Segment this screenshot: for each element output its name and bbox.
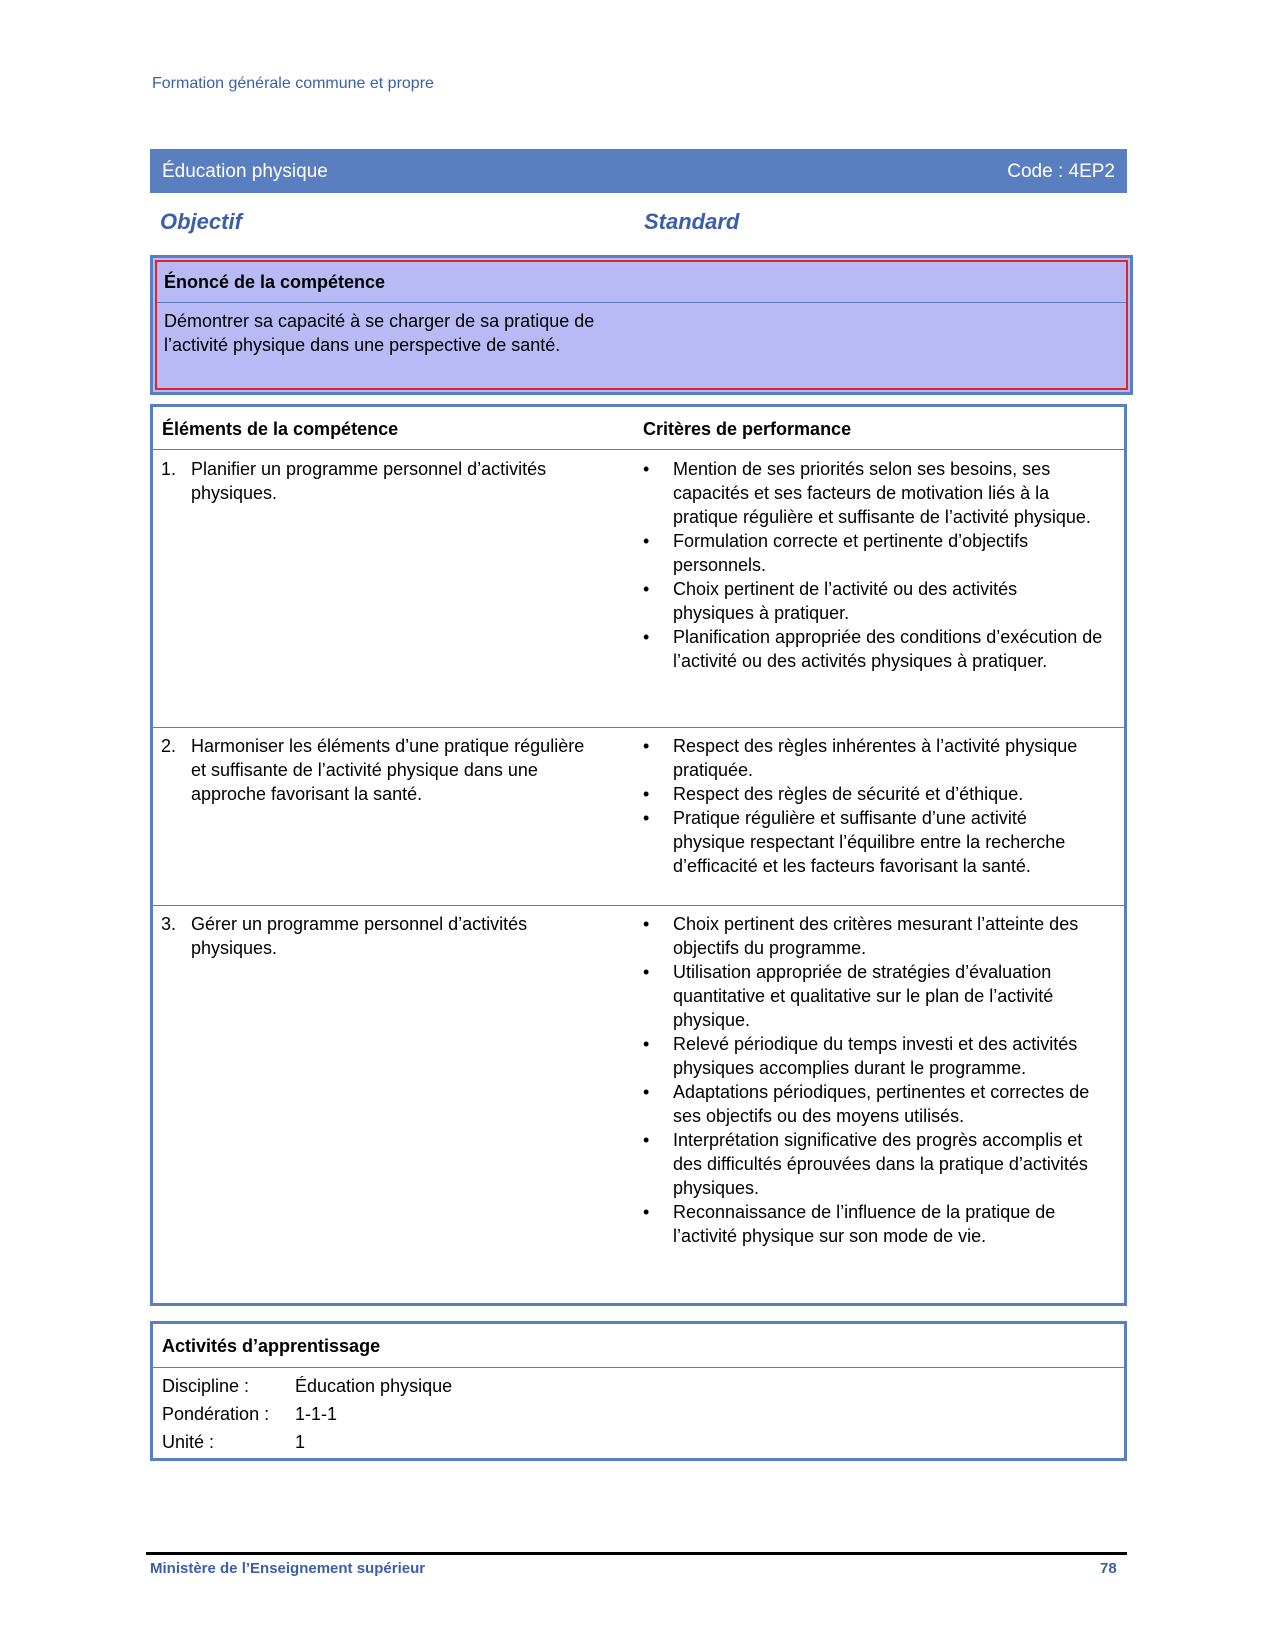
competence-table bbox=[150, 404, 1127, 1306]
table-divider bbox=[153, 449, 1124, 450]
element-number: 2. bbox=[161, 736, 177, 756]
course-title: Éducation physique bbox=[162, 161, 328, 182]
elements-heading: Éléments de la compétence bbox=[162, 419, 399, 439]
criterion-item: • Respect des règles inhérentes à l’activité physique pratiquée. bbox=[643, 734, 1103, 782]
course-code: Code : 4EP2 bbox=[1007, 161, 1115, 182]
enonce-box bbox=[150, 255, 1133, 395]
unite-value: 1 bbox=[295, 1432, 306, 1452]
page-number: 78 bbox=[1100, 1560, 1117, 1577]
criterion-item: • Choix pertinent des critères mesurant l’atteinte des objectifs du programme. bbox=[643, 912, 1103, 960]
criterion-item: • Formulation correcte et pertinente d’objectifs personnels. bbox=[643, 529, 1103, 577]
footer-rule bbox=[146, 1552, 1127, 1555]
criteres-heading: Critères de performance bbox=[643, 419, 852, 439]
element-text: Planifier un programme personnel d’activités physiques. bbox=[191, 459, 547, 503]
element-number: 3. bbox=[161, 914, 177, 934]
enonce-heading: Énoncé de la compétence bbox=[157, 262, 1126, 303]
running-head: Formation générale commune et propre bbox=[152, 75, 434, 92]
criterion-item: • Relevé périodique du temps investi et des activités physiques accomplies durant le programme. bbox=[643, 1032, 1103, 1080]
ponderation-row bbox=[162, 1404, 337, 1425]
ponderation-label: Pondération : bbox=[162, 1404, 270, 1424]
discipline-row bbox=[162, 1376, 452, 1397]
criterion-item: • Choix pertinent de l’activité ou des activités physiques à pratiquer. bbox=[643, 577, 1103, 625]
criterion-item: • Mention de ses priorités selon ses besoins, ses capacités et ses facteurs de motivation liés à la pratique régulière et suffisante de l’activité physique. bbox=[643, 457, 1103, 529]
criteria-list-3 bbox=[643, 912, 1103, 1248]
objectif-label: Objectif bbox=[160, 209, 242, 234]
unite-row bbox=[162, 1432, 305, 1453]
footer-ministry: Ministère de l’Enseignement supérieur bbox=[150, 1560, 426, 1577]
discipline-value: Éducation physique bbox=[295, 1376, 453, 1396]
element-text: Gérer un programme personnel d’activités physiques. bbox=[191, 914, 528, 958]
criteria-list-1 bbox=[643, 457, 1103, 673]
ponderation-value: 1-1-1 bbox=[295, 1404, 338, 1424]
unite-label: Unité : bbox=[162, 1432, 215, 1452]
activites-box bbox=[150, 1321, 1127, 1461]
element-2 bbox=[161, 734, 601, 806]
element-1 bbox=[161, 457, 601, 505]
element-number: 1. bbox=[161, 459, 177, 479]
criterion-item: • Interprétation significative des progrès accomplis et des difficultés éprouvées dans la pratique d’activités physiques. bbox=[643, 1128, 1103, 1200]
criteria-list-2 bbox=[643, 734, 1103, 878]
course-title-bar bbox=[150, 149, 1127, 193]
criterion-item: • Utilisation appropriée de stratégies d’évaluation quantitative et qualitative sur le plan de l’activité physique. bbox=[643, 960, 1103, 1032]
criterion-item: • Planification appropriée des conditions d’exécution de l’activité ou des activités physiques à pratiquer. bbox=[643, 625, 1103, 673]
criterion-item: • Reconnaissance de l’influence de la pratique de l’activité physique sur son mode de vie. bbox=[643, 1200, 1103, 1248]
activites-heading: Activités d’apprentissage bbox=[153, 1324, 1124, 1368]
element-3 bbox=[161, 912, 601, 960]
table-divider bbox=[153, 905, 1124, 906]
criterion-item: • Pratique régulière et suffisante d’une activité physique respectant l’équilibre entre la recherche d’efficacité et les facteurs favorisant la santé. bbox=[643, 806, 1103, 878]
criterion-item: • Adaptations périodiques, pertinentes et correctes de ses objectifs ou des moyens utilisés. bbox=[643, 1080, 1103, 1128]
enonce-text: Démontrer sa capacité à se charger de sa pratique de l’activité physique dans une perspective de santé. bbox=[164, 311, 595, 355]
criterion-item: • Respect des règles de sécurité et d’éthique. bbox=[643, 782, 1103, 806]
standard-label: Standard bbox=[644, 209, 740, 234]
discipline-label: Discipline : bbox=[162, 1376, 250, 1396]
table-divider bbox=[153, 727, 1124, 728]
element-text: Harmoniser les éléments d’une pratique régulière et suffisante de l’activité physique dans une approche favorisant la santé. bbox=[191, 736, 585, 804]
